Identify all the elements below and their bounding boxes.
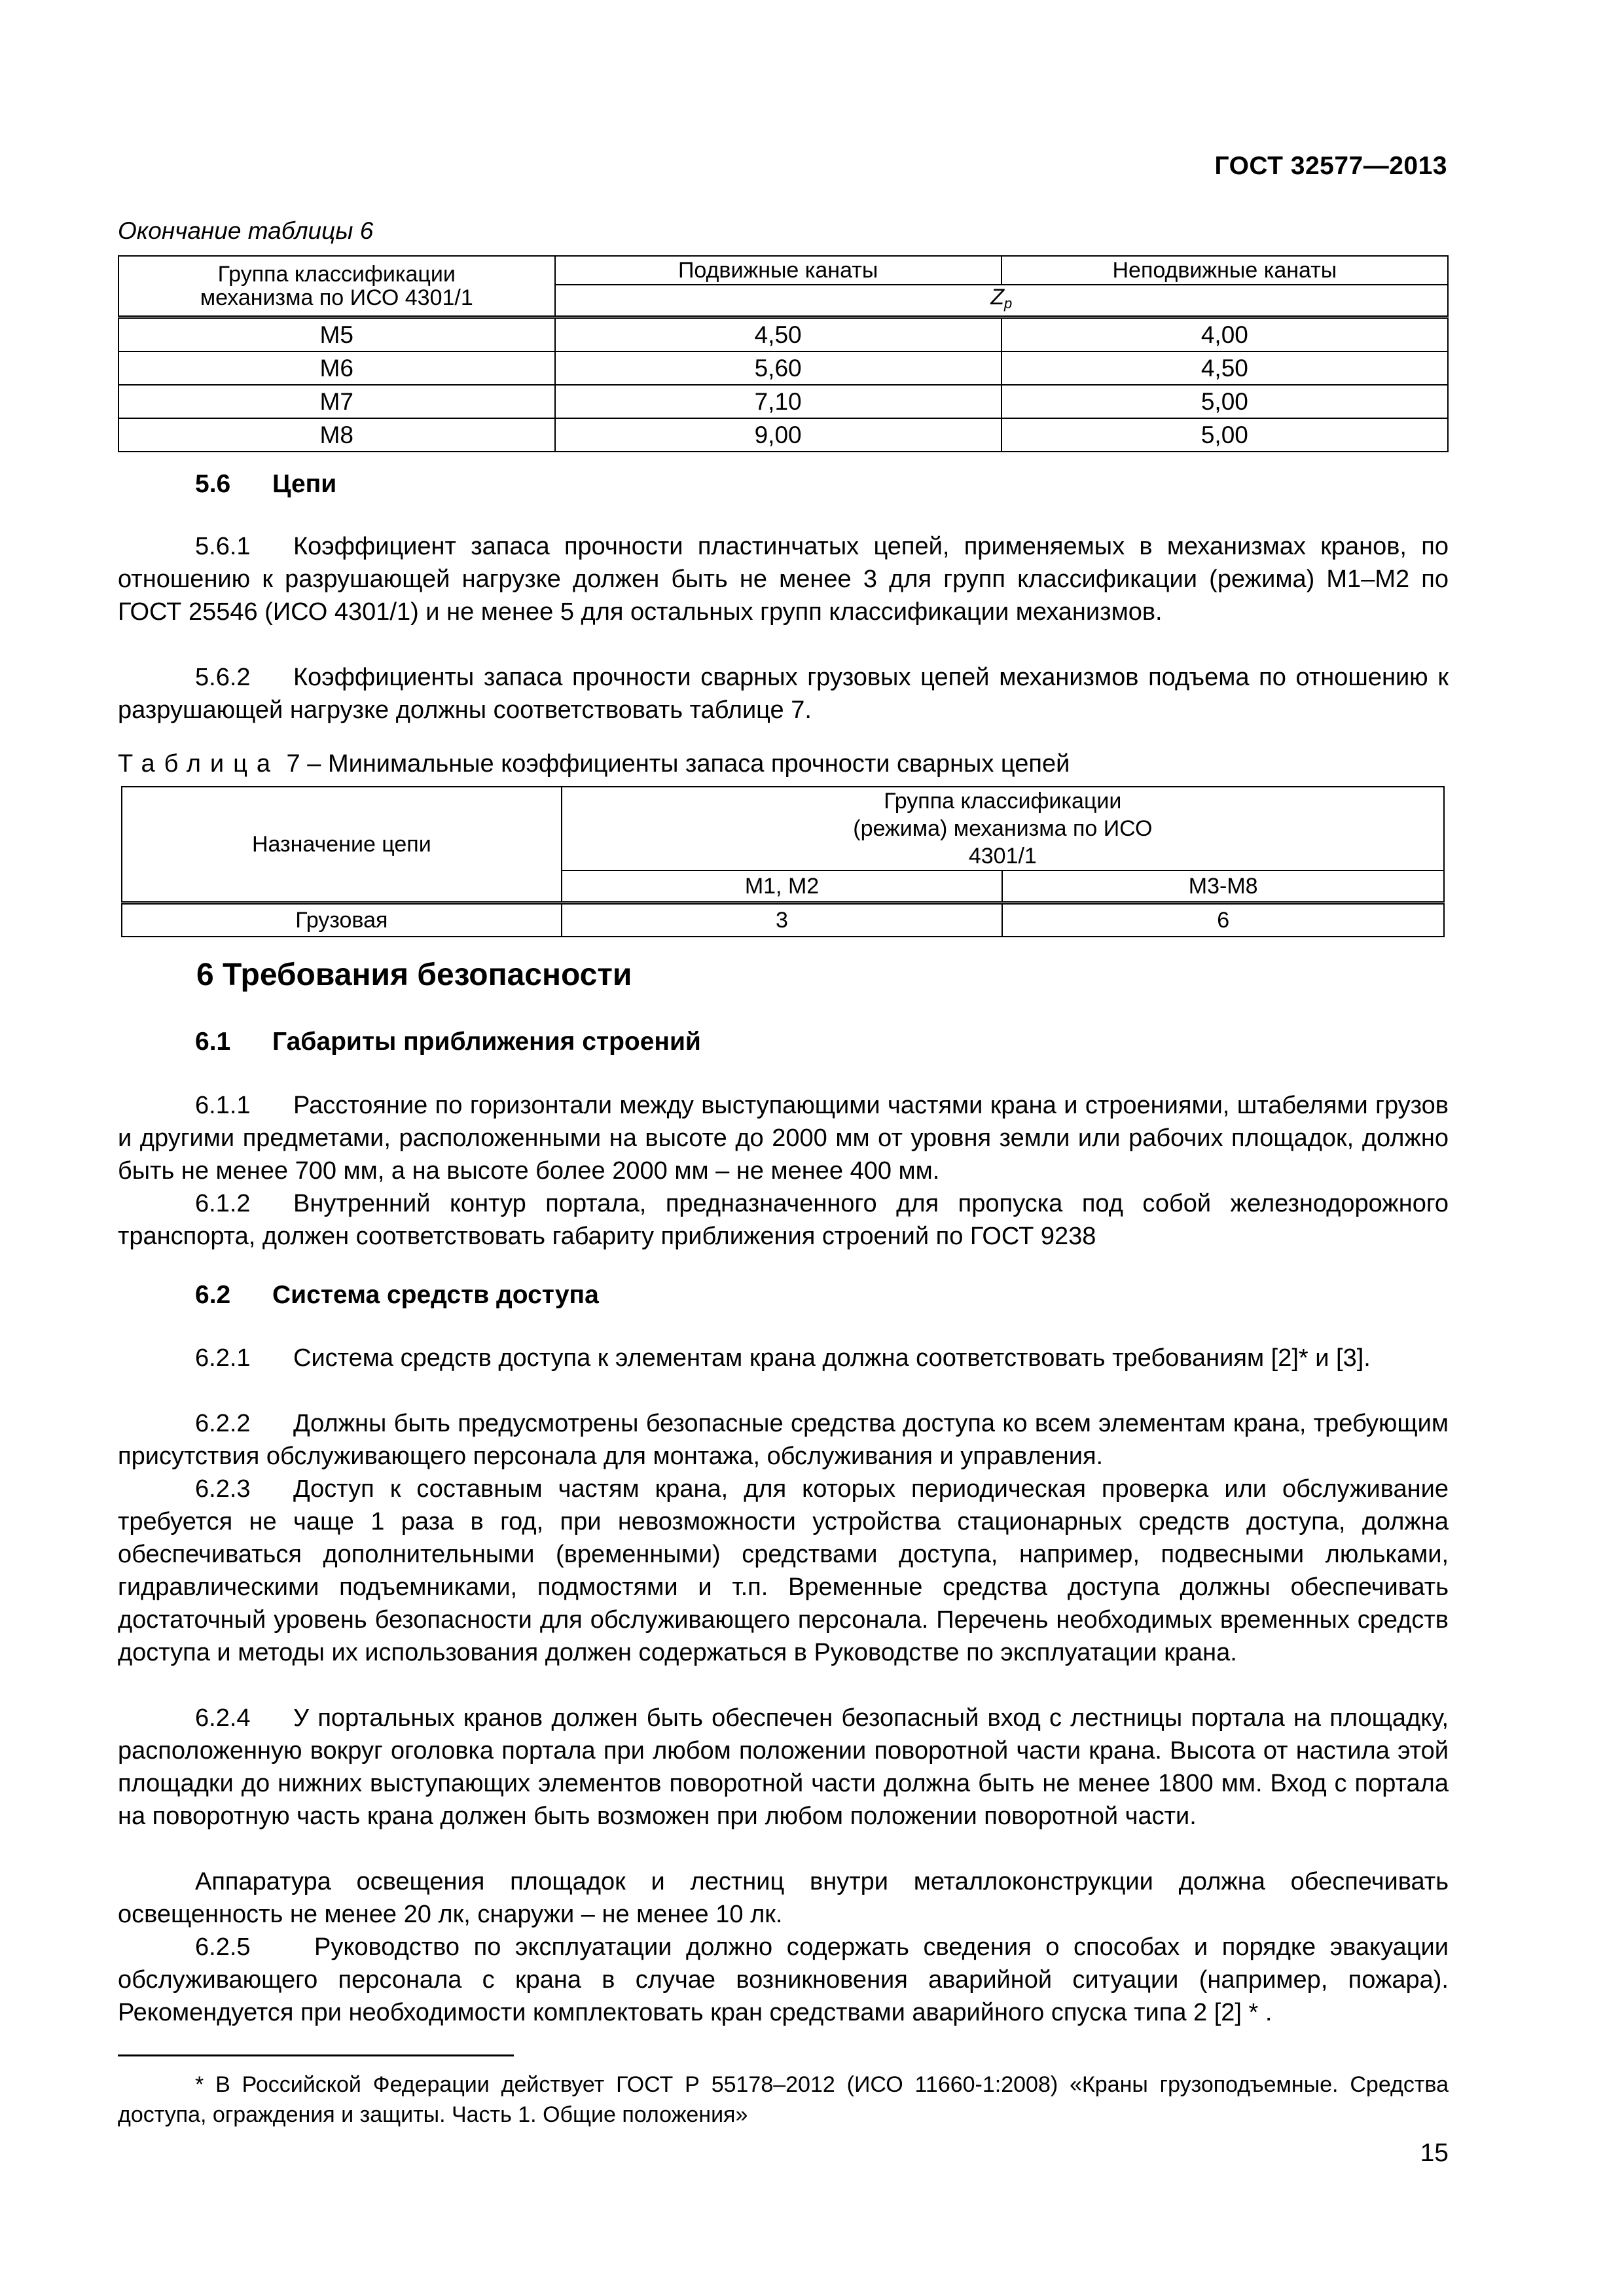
paragraph-5-6-2: [118, 661, 1449, 726]
table-row: [118, 317, 1448, 352]
cell-fixed: 4,00: [1001, 317, 1448, 352]
table-row: [122, 903, 1444, 937]
paragraph-6-1-2: [118, 1187, 1449, 1253]
cell-value-m3m8: 6: [1002, 903, 1444, 937]
section-number: 5.6: [195, 470, 231, 498]
paragraph-number: 6.1.2: [195, 1190, 251, 1217]
paragraph-text: Расстояние по горизонтали между выступающими частями крана и строениями, штабелями грузов и другими предметами, расположенными на высоте до 2000 мм от уровня земли или рабочих площадок, должно быть не менее 700 мм, а на высоте более 2000 мм – не менее 400 мм.: [118, 1092, 1449, 1185]
cell-moving: 4,50: [555, 317, 1001, 352]
paragraph-text: Доступ к составным частям крана, для которых периодическая проверка или обслуживание требуется не чаще 1 раза в год, при невозможности устройства стационарных средств доступа, должна обеспечиваться дополнительными (временными) средствами доступа, например, подвесными люльками, гидравлическими подъемниками, подмостями и т.п. Временные средства доступа должны обеспечивать достаточный уровень безопасности для обслуживающего персонала. Перечень необходимых временных средств доступа и методы их использования должен содержаться в Руководстве по эксплуатации крана.: [118, 1475, 1449, 1666]
paragraph-lighting: Аппаратура освещения площадок и лестниц внутри металлоконструкции должна обеспечивать освещенность не менее 20 лк, снаружи – не менее 10 лк.: [118, 1868, 1449, 1928]
cell-group: M6: [118, 351, 555, 385]
paragraph-text: Внутренний контур портала, предназначенного для пропуска под собой железнодорожного транспорта, должен соответствовать габариту приближения строений по ГОСТ 9238: [118, 1190, 1449, 1250]
cell-fixed: 4,50: [1001, 351, 1448, 385]
paragraph-number: 6.2.4: [195, 1704, 251, 1732]
table7-caption: [118, 750, 1070, 778]
table6-header-row: [118, 256, 1448, 285]
paragraph-6-2-5: [118, 1931, 1449, 2029]
paragraph-number: 6.2.5: [195, 1933, 251, 1961]
paragraph-6-2-1: [118, 1342, 1449, 1374]
cell-group: M5: [118, 317, 555, 352]
cell-value-m1m2: 3: [562, 903, 1003, 937]
zp-symbol: Z: [990, 285, 1005, 310]
paragraph-6-2-4: [118, 1702, 1449, 1833]
table6-continuation-caption: Окончание таблицы 6: [118, 217, 374, 244]
section-title: Система средств доступа: [272, 1281, 599, 1309]
table6-header-group: Группа классификации механизма по ИСО 4301/1: [118, 256, 555, 317]
paragraph-text: У портальных кранов должен быть обеспечен безопасный вход с лестницы портала на площадку, расположенную вокруг оголовка портала при любом положении поворотной части крана. Высота от настила этой площадки до нижних выступающих элементов поворотной части должна быть не менее 1800 мм. Вход с портала на поворотную часть крана должен быть возможен при любом положении поворотной части.: [118, 1704, 1449, 1830]
paragraph-text: Коэффициент запаса прочности пластинчатых цепей, применяемых в механизмах кранов, по отношению к разрушающей нагрузке должен быть не менее 3 для групп классификации (режима) М1–М2 по ГОСТ 25546 (ИСО 4301/1) и не менее 5 для остальных групп классификации механизмов.: [118, 533, 1449, 626]
table6-subheader-zp: [555, 285, 1448, 317]
table6-header-fixed: Неподвижные канаты: [1001, 256, 1448, 285]
section-title: Цепи: [272, 470, 337, 498]
table-7: [121, 786, 1445, 937]
paragraph-text: Должны быть предусмотрены безопасные средства доступа ко всем элементам крана, требующим присутствия обслуживающего персонала для монтажа, обслуживания и управления.: [118, 1410, 1449, 1470]
footnote: * В Российской Федерации действует ГОСТ Р 55178–2012 (ИСО 11660-1:2008) «Краны грузоподъемные. Средства доступа, ограждения и защиты. Часть 1. Общие положения»: [118, 2072, 1449, 2127]
paragraph-5-6-1: [118, 530, 1449, 628]
footnote-separator: [118, 2054, 514, 2056]
section-number: 6.2: [195, 1281, 231, 1309]
table-6: [118, 255, 1449, 452]
section-6-1-heading: [195, 1028, 701, 1056]
table7-header-purpose: Назначение цепи: [122, 787, 562, 903]
table7-caption-label: Таблица: [118, 750, 280, 778]
section-5-6-heading: [195, 470, 336, 499]
cell-fixed: 5,00: [1001, 385, 1448, 418]
section-6-heading: 6 Требования безопасности: [196, 958, 632, 992]
table6-header-moving: Подвижные канаты: [555, 256, 1001, 285]
table7-sub-m3m8: М3-М8: [1002, 870, 1444, 903]
paragraph-text: Руководство по эксплуатации должно содержать сведения о способах и порядке эвакуации обслуживающего персонала с крана в случае возникновения аварийной ситуации (например, пожара). Рекомендуется при необходимости комплектовать кран средствами аварийного спуска типа 2 [2] * .: [118, 1933, 1449, 2026]
table7-header-row: [122, 787, 1444, 870]
paragraph-6-1-1: [118, 1089, 1449, 1187]
paragraph-number: 6.2.2: [195, 1410, 251, 1437]
table-row: [118, 385, 1448, 418]
cell-group: M8: [118, 418, 555, 452]
paragraph-6-2-2: [118, 1407, 1449, 1473]
paragraph-number: 6.2.1: [195, 1344, 251, 1372]
section-title: Габариты приближения строений: [272, 1028, 701, 1056]
paragraph-number: 6.2.3: [195, 1475, 251, 1503]
cell-moving: 9,00: [555, 418, 1001, 452]
standard-designation: ГОСТ 32577—2013: [1214, 152, 1447, 180]
paragraph-number: 5.6.2: [195, 664, 251, 691]
paragraph-number: 6.1.1: [195, 1092, 251, 1119]
table7-sub-m1m2: М1, М2: [562, 870, 1003, 903]
cell-fixed: 5,00: [1001, 418, 1448, 452]
section-number: 6.1: [195, 1028, 231, 1056]
table-row: [118, 418, 1448, 452]
table7-caption-title: 7 – Минимальные коэффициенты запаса прочности сварных цепей: [280, 750, 1070, 778]
paragraph-text: Система средств доступа к элементам крана должна соответствовать требованиям [2]* и [3].: [293, 1344, 1371, 1372]
paragraph-6-2-3: [118, 1473, 1449, 1669]
table-row: [118, 351, 1448, 385]
cell-moving: 5,60: [555, 351, 1001, 385]
cell-purpose: Грузовая: [122, 903, 562, 937]
section-6-2-heading: [195, 1281, 599, 1310]
cell-moving: 7,10: [555, 385, 1001, 418]
page-number: 15: [1420, 2139, 1449, 2167]
table7-header-group: Группа классификации (режима) механизма по ИСО 4301/1: [562, 787, 1444, 870]
zp-subscript: p: [1004, 295, 1013, 312]
cell-group: M7: [118, 385, 555, 418]
paragraph-number: 5.6.1: [195, 533, 251, 560]
paragraph-text: Коэффициенты запаса прочности сварных грузовых цепей механизмов подъема по отношению к разрушающей нагрузке должны соответствовать таблице 7.: [118, 664, 1449, 724]
